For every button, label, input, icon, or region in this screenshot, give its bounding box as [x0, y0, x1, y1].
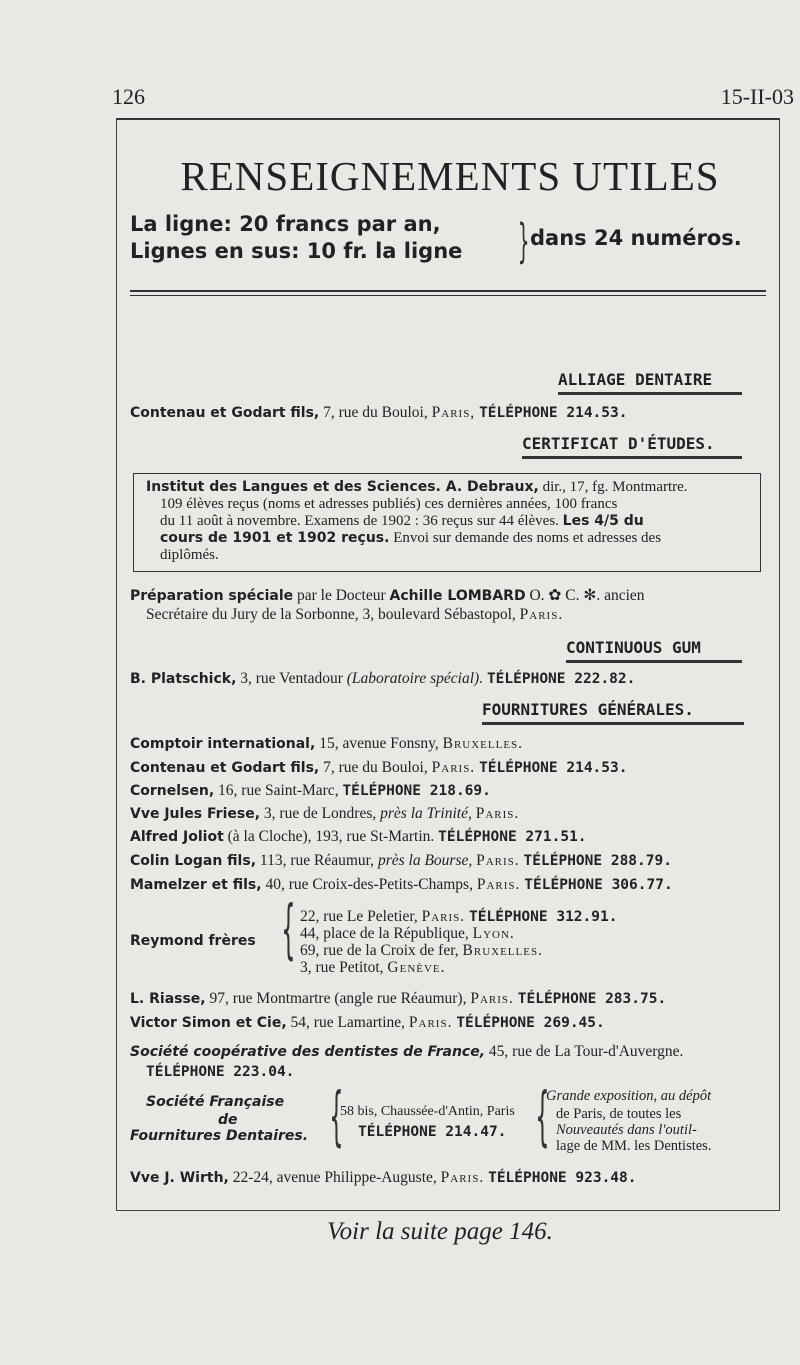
sfd-brace-right: { [535, 1080, 550, 1154]
sfd-right-4: lage de MM. les Dentistes. [556, 1138, 712, 1154]
heading-underline [558, 392, 742, 395]
reymond-line-1: 22, rue Le Peletier, Paris. TÉLÉPHONE 312.91. [300, 908, 618, 925]
footer-continuation: Voir la suite page 146. [327, 1218, 553, 1245]
preparation-line-1: Préparation spéciale par le Docteur Achille LOMBARD O. ✿ C. ✻. ancien [130, 587, 645, 604]
entry-platschick: B. Platschick, 3, rue Ventadour (Laboratoire spécial). TÉLÉPHONE 222.82. [130, 670, 636, 687]
reymond-brace: { [281, 893, 296, 967]
box-line-3: du 11 août à novembre. Examens de 1902 : 36 reçus sur 44 élèves. Les 4/5 du [160, 513, 644, 529]
heading-continuous-gum: CONTINUOUS GUM [566, 638, 701, 657]
entry-cooperative: Société coopérative des dentistes de France, 45, rue de La Tour-d'Auvergne. [130, 1043, 684, 1060]
page-date: 15-II-03 [720, 84, 794, 109]
sfd-address: 58 bis, Chaussée-d'Antin, Paris [340, 1104, 515, 1119]
entry-wirth: Vve J. Wirth, 22-24, avenue Philippe-Auguste, Paris. TÉLÉPHONE 923.48. [130, 1169, 637, 1186]
heading-underline [566, 660, 742, 663]
box-line-1: Institut des Langues et des Sciences. A. Debraux, dir., 17, fg. Montmartre. [146, 479, 688, 495]
rate-tail: dans 24 numéros. [530, 226, 742, 250]
heading-underline [522, 456, 742, 459]
entry-cornelsen: Cornelsen, 16, rue Saint-Marc, TÉLÉPHONE 218.69. [130, 782, 491, 799]
entry-alliage: Contenau et Godart fils, 7, rue du Bouloi, Paris, TÉLÉPHONE 214.53. [130, 404, 628, 421]
reymond-line-4: 3, rue Petitot, Genève. [300, 959, 446, 976]
entry-comptoir: Comptoir international, 15, avenue Fonsny, Bruxelles. [130, 735, 524, 752]
box-line-2: 109 élèves reçus (noms et adresses publiés) ces dernières années, 100 francs [160, 496, 618, 512]
sfd-name-2: de [218, 1112, 238, 1128]
sfd-right-1: Grande exposition, au dépôt [546, 1088, 712, 1104]
entry-contenau: Contenau et Godart fils, 7, rue du Bouloi, Paris. TÉLÉPHONE 214.53. [130, 759, 628, 776]
entry-riasse: L. Riasse, 97, rue Montmartre (angle rue Réaumur), Paris. TÉLÉPHONE 283.75. [130, 990, 667, 1007]
entry-simon: Victor Simon et Cie, 54, rue Lamartine, Paris. TÉLÉPHONE 269.45. [130, 1014, 605, 1031]
sfd-name-3: Fournitures Dentaires. [130, 1128, 309, 1144]
rate-line-2: Lignes en sus: 10 fr. la ligne [130, 239, 463, 263]
reymond-line-3: 69, rue de la Croix de fer, Bruxelles. [300, 942, 543, 959]
rate-line-1: La ligne: 20 francs par an, [130, 212, 441, 236]
sfd-brace-left: { [329, 1080, 344, 1154]
sfd-name-1: Société Française [146, 1094, 285, 1110]
page-number: 126 [112, 84, 145, 109]
sfd-right-3: Nouveautés dans l'outil- [556, 1122, 697, 1138]
reymond-line-2: 44, place de la République, Lyon. [300, 925, 515, 942]
double-rule [130, 290, 766, 296]
heading-underline [482, 722, 744, 725]
cooperative-tel: TÉLÉPHONE 223.04. [146, 1064, 295, 1080]
heading-certificat: CERTIFICAT D'ÉTUDES. [522, 434, 715, 453]
reymond-name: Reymond frères [130, 933, 256, 949]
box-line-4: cours de 1901 et 1902 reçus. Envoi sur demande des noms et adresses des [160, 530, 662, 546]
heading-alliage-dentaire: ALLIAGE DENTAIRE [558, 370, 713, 389]
sfd-right-2: de Paris, de toutes les [556, 1106, 682, 1122]
preparation-line-2: Secrétaire du Jury de la Sorbonne, 3, boulevard Sébastopol, Paris. [146, 606, 564, 623]
sfd-tel: TÉLÉPHONE 214.47. [358, 1124, 507, 1140]
rate-brace: } [517, 214, 530, 268]
box-line-5: diplômés. [160, 547, 219, 563]
page-title: RENSEIGNEMENTS UTILES [180, 153, 720, 199]
entry-mamelzer: Mamelzer et fils, 40, rue Croix-des-Petits-Champs, Paris. TÉLÉPHONE 306.77. [130, 876, 673, 893]
entry-friese: Vve Jules Friese, 3, rue de Londres, près la Trinité, Paris. [130, 805, 520, 822]
entry-logan: Colin Logan fils, 113, rue Réaumur, près la Bourse, Paris. TÉLÉPHONE 288.79. [130, 852, 672, 869]
entry-joliot: Alfred Joliot (à la Cloche), 193, rue St-Martin. TÉLÉPHONE 271.51. [130, 828, 587, 845]
heading-fournitures: FOURNITURES GÉNÉRALES. [482, 700, 694, 719]
